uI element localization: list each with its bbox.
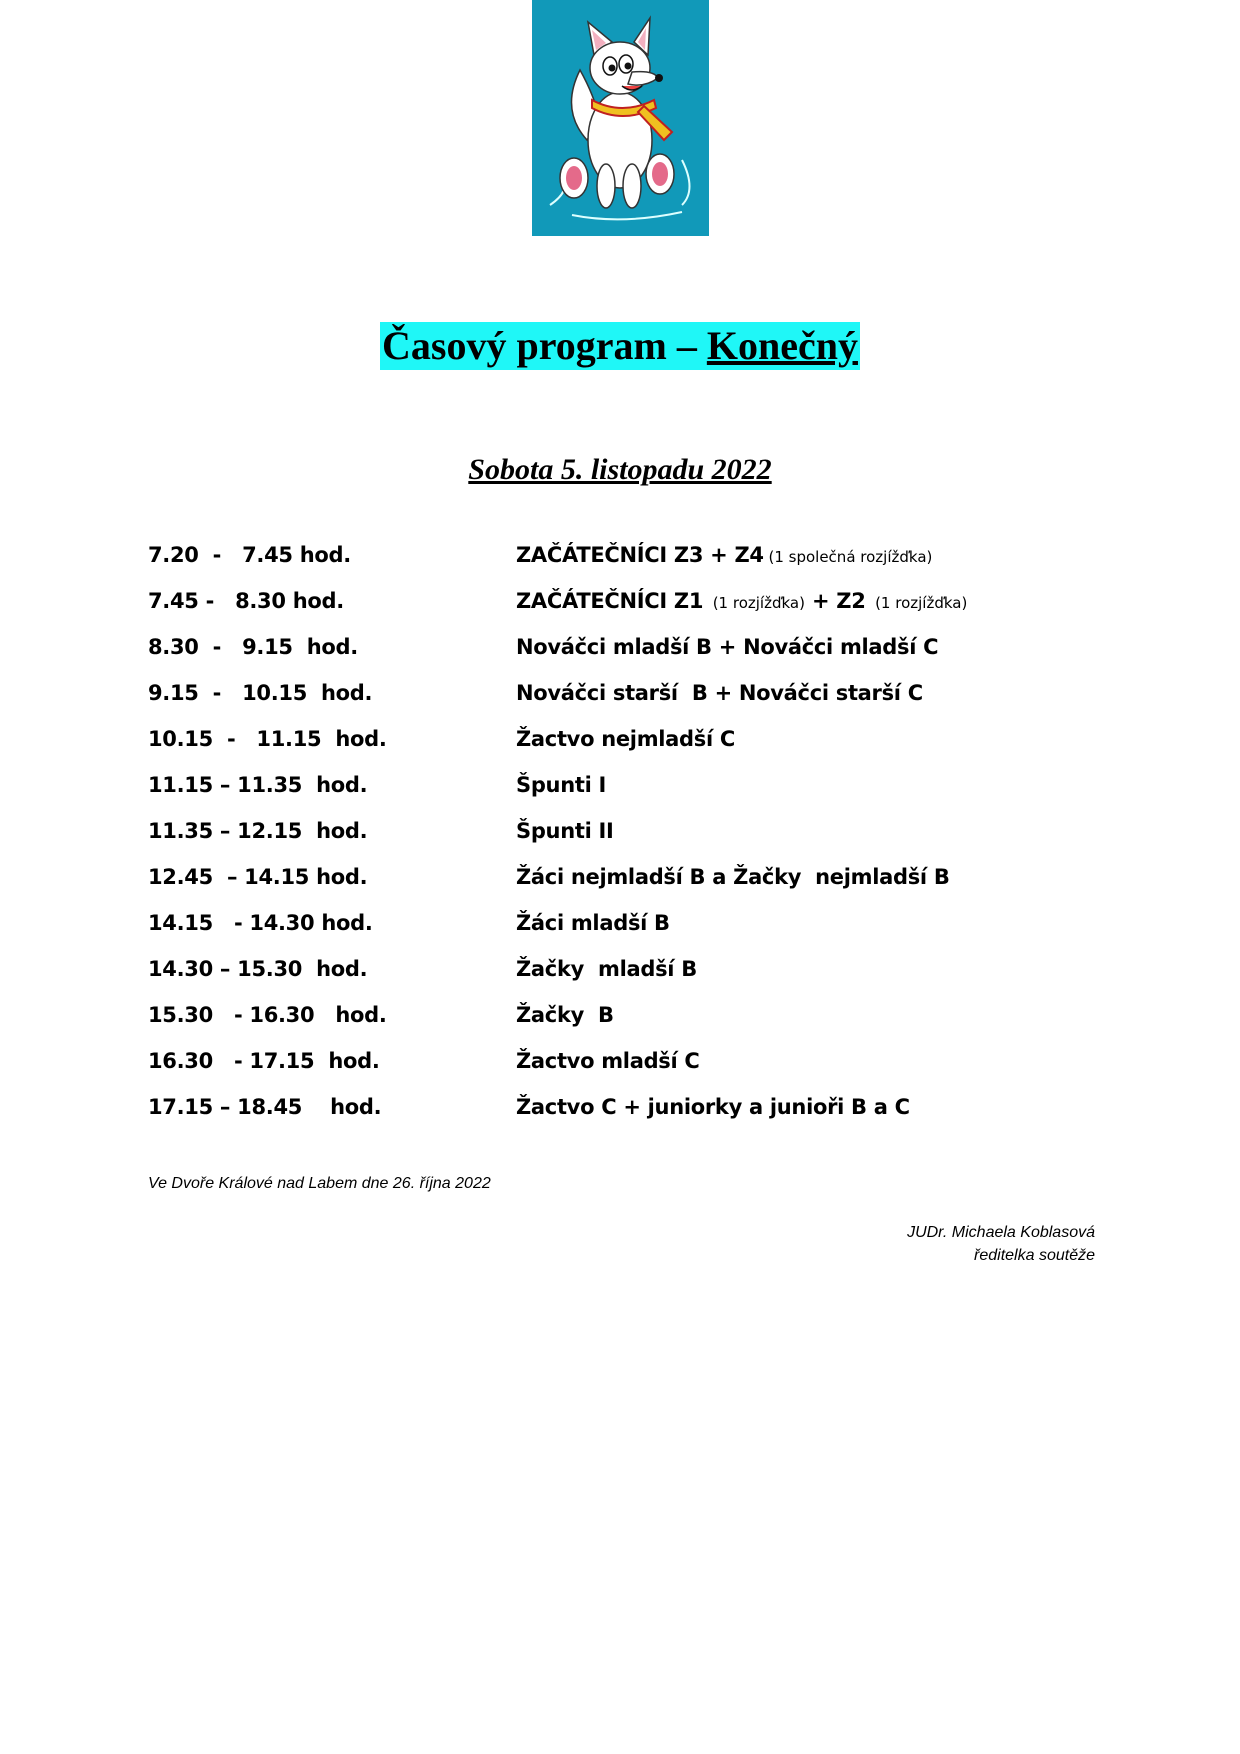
category-name: ZAČÁTEČNÍCI Z3 + Z4 bbox=[516, 543, 764, 567]
category-name-2: + Z2 bbox=[804, 589, 866, 613]
category bbox=[516, 589, 967, 613]
time-slot: 11.15 – 11.35 hod. bbox=[148, 773, 368, 797]
signatory-role: ředitelka soutěže bbox=[974, 1247, 1095, 1264]
category-name: Špunti I bbox=[516, 773, 607, 797]
category-name: Žačky mladší B bbox=[516, 957, 697, 981]
time-slot: 9.15 - 10.15 hod. bbox=[148, 681, 373, 705]
category-name: Žactvo C + juniorky a junioři B a C bbox=[516, 1095, 910, 1119]
signature-block bbox=[907, 1221, 1095, 1267]
event-date: Sobota 5. listopadu 2022 bbox=[468, 453, 772, 486]
time-slot: 10.15 - 11.15 hod. bbox=[148, 727, 387, 751]
fox-mascot-logo bbox=[532, 0, 709, 236]
schedule-row bbox=[148, 900, 1108, 946]
category-name: Žáci nejmladší B a Žačky nejmladší B bbox=[516, 865, 950, 889]
schedule-row bbox=[148, 1038, 1108, 1084]
time-slot: 12.45 – 14.15 hod. bbox=[148, 865, 368, 889]
time-slot: 7.45 - 8.30 hod. bbox=[148, 589, 344, 613]
schedule-row bbox=[148, 1084, 1108, 1130]
schedule-row bbox=[148, 946, 1108, 992]
category-note: (1 rozjížďka) bbox=[703, 594, 805, 612]
time-slot: 15.30 - 16.30 hod. bbox=[148, 1003, 387, 1027]
time-slot: 16.30 - 17.15 hod. bbox=[148, 1049, 380, 1073]
category-name: Nováčci starší B + Nováčci starší C bbox=[516, 681, 923, 705]
schedule-row bbox=[148, 992, 1108, 1038]
category-name: Žactvo nejmladší C bbox=[516, 727, 736, 751]
time-slot: 8.30 - 9.15 hod. bbox=[148, 635, 358, 659]
category-note: (1 společná rozjížďka) bbox=[763, 548, 933, 566]
place-and-date: Ve Dvoře Králové nad Labem dne 26. října 2022 bbox=[148, 1175, 491, 1192]
schedule-row bbox=[148, 854, 1108, 900]
schedule-row bbox=[148, 716, 1108, 762]
schedule-row bbox=[148, 670, 1108, 716]
category-name: Špunti II bbox=[516, 819, 614, 843]
title-container bbox=[0, 322, 1240, 370]
category-name: Žáci mladší B bbox=[516, 911, 670, 935]
time-slot: 11.35 – 12.15 hod. bbox=[148, 819, 368, 843]
category bbox=[516, 543, 932, 567]
schedule-row bbox=[148, 808, 1108, 854]
schedule-row bbox=[148, 532, 1108, 578]
date-container bbox=[0, 450, 1240, 490]
page-title bbox=[380, 322, 860, 370]
signatory-name: JUDr. Michaela Koblasová bbox=[907, 1224, 1095, 1241]
title-text: Časový program – bbox=[382, 323, 707, 368]
category-name: Nováčci mladší B + Nováčci mladší C bbox=[516, 635, 939, 659]
time-slot: 14.15 - 14.30 hod. bbox=[148, 911, 373, 935]
time-slot: 7.20 - 7.45 hod. bbox=[148, 543, 351, 567]
category-name: ZAČÁTEČNÍCI Z1 bbox=[516, 589, 704, 613]
time-slot: 17.15 – 18.45 hod. bbox=[148, 1095, 382, 1119]
schedule-list bbox=[148, 532, 1108, 1130]
time-slot: 14.30 – 15.30 hod. bbox=[148, 957, 368, 981]
category-name: Žačky B bbox=[516, 1003, 614, 1027]
schedule-row bbox=[148, 578, 1108, 624]
category-name: Žactvo mladší C bbox=[516, 1049, 700, 1073]
schedule-row bbox=[148, 624, 1108, 670]
title-final-word: Konečný bbox=[706, 323, 858, 368]
schedule-row bbox=[148, 762, 1108, 808]
category-note-2: (1 rozjížďka) bbox=[865, 594, 968, 612]
fox-mascot-skating-icon bbox=[532, 0, 709, 236]
